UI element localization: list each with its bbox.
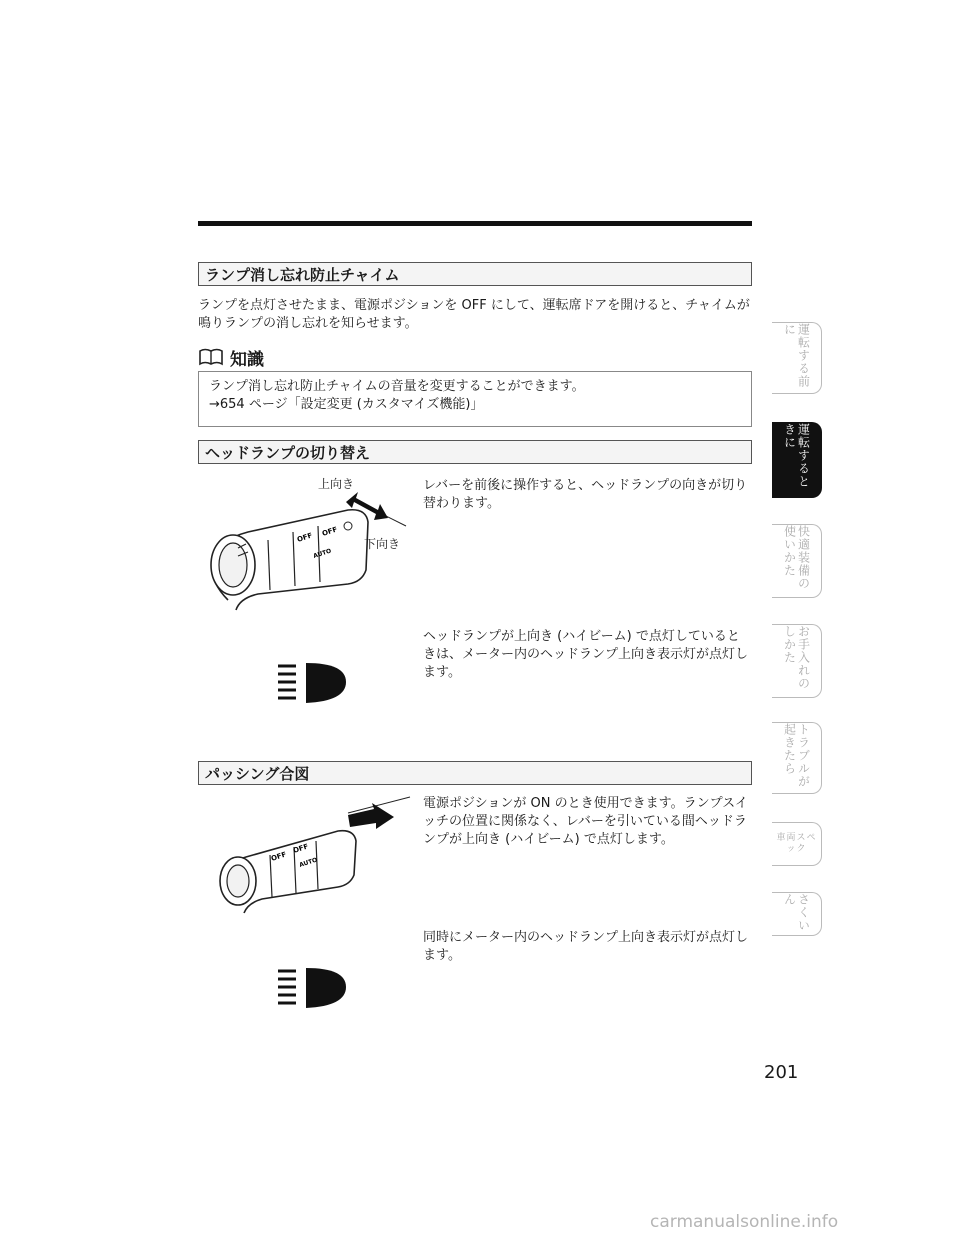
knowledge-reference-link[interactable]: →654 ページ「設定変更 (カスタマイズ機能)」 [209,397,484,412]
tab-label: さくいん [782,893,811,932]
book-icon [198,347,224,367]
knowledge-text: ランプ消し忘れ防止チャイムの音量を変更することができます。 [209,379,585,394]
label-up: 上向き [318,477,355,491]
tab-specifications[interactable] [772,822,822,866]
section-title-chime: ランプ消し忘れ防止チャイム [198,262,752,286]
high-beam-indicator-icon [276,660,348,706]
passing-lever-off-mark-2: OFF [292,842,310,855]
headlamp-switch-description: レバーを前後に操作すると、ヘッドランプの向きが切り替わります。 [423,478,748,511]
passing-lever-off-mark: OFF [270,850,288,863]
section-title-headlamp-switch: ヘッドランプの切り替え [198,440,752,464]
knowledge-heading [198,345,264,369]
tab-label: 車両スペック [776,833,817,854]
lever-auto-mark: AUTO [312,547,333,560]
page-number: 201 [764,1062,799,1083]
watermark: carmanualsonline.info [650,1212,839,1232]
passing-lever-auto-mark: AUTO [298,856,319,869]
section-title-passing: パッシング合図 [198,761,752,785]
tab-label: お手入れのしかた [782,625,811,690]
high-beam-indicator-icon-2 [276,965,348,1011]
tab-label: 運転するときに [782,423,811,488]
lever-off-mark-2: OFF [321,525,339,538]
lever-off-mark: OFF [296,531,314,544]
tab-index[interactable] [772,892,822,936]
top-rule [198,221,752,226]
tab-while-driving[interactable] [772,422,822,498]
passing-lever-illustration [198,795,418,915]
high-beam-indicator-description: ヘッドランプが上向き (ハイビーム) で点灯しているときは、メーター内のヘッドランプ上向き表示灯が点灯します。 [423,629,749,680]
tab-label: 快適装備の使いかた [782,525,811,590]
tab-maintenance[interactable] [772,624,822,698]
tab-before-driving[interactable] [772,322,822,394]
tab-label: 運転する前に [782,323,811,388]
tab-label: トラブルが起きたら [782,723,811,788]
tab-troubleshooting[interactable] [772,722,822,794]
passing-description: 電源ポジションが ON のとき使用できます。ランプスイッチの位置に関係なく、レバーを引いている間ヘッドランプが上向き (ハイビーム) で点灯します。 [423,796,748,847]
passing-indicator-description: 同時にメーター内のヘッドランプ上向き表示灯が点灯します。 [423,930,749,963]
label-down: 下向き [364,537,401,551]
knowledge-title: 知識 [230,349,264,370]
headlamp-lever-illustration [198,470,418,620]
knowledge-box [198,371,752,427]
tab-comfort-features[interactable] [772,524,822,598]
chime-description: ランプを点灯させたまま、電源ポジションを OFF にして、運転席ドアを開けると、チャイムが鳴りランプの消し忘れを知らせます。 [198,298,750,331]
